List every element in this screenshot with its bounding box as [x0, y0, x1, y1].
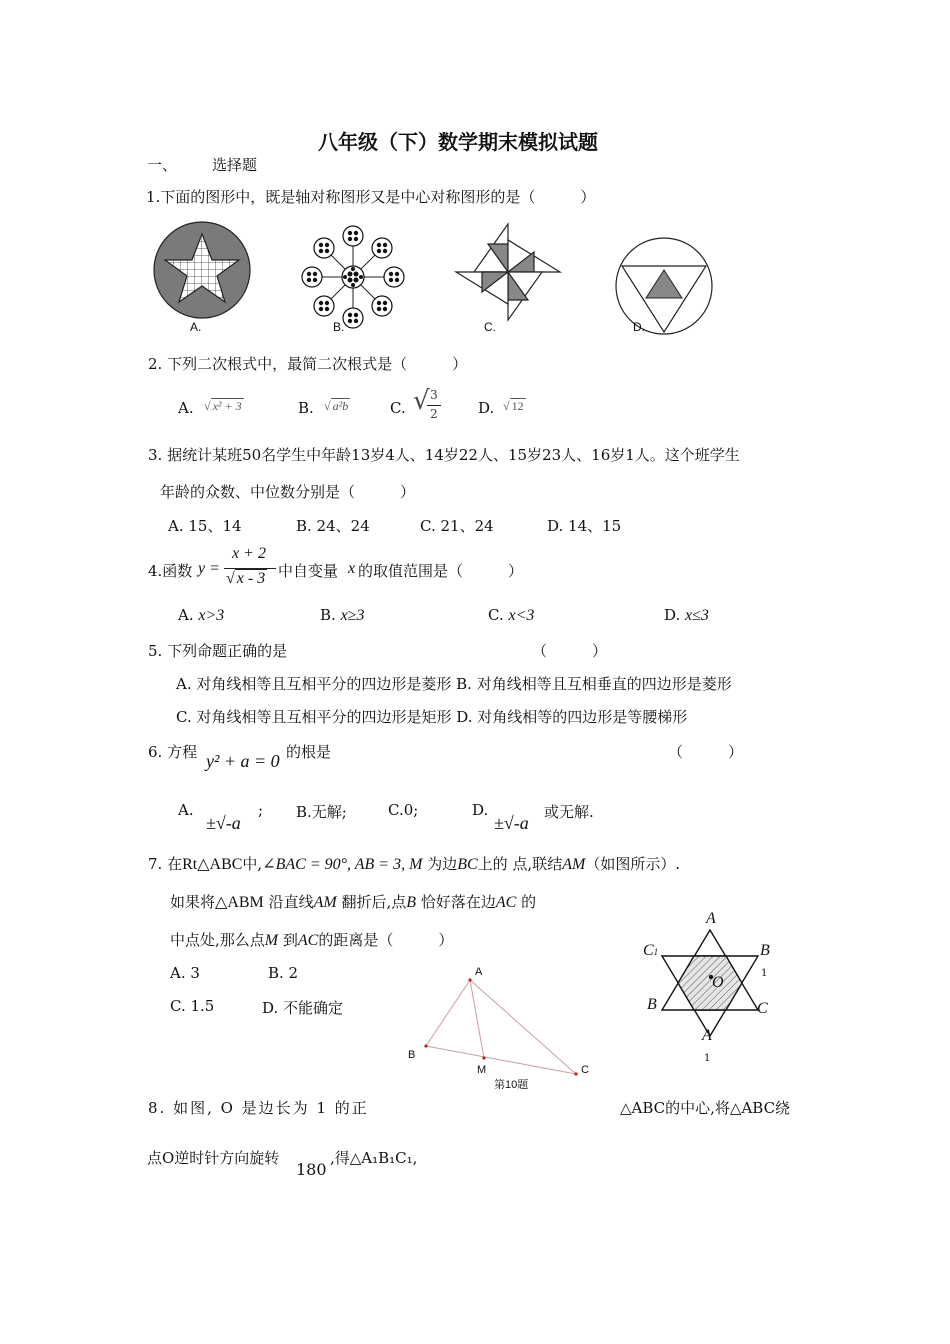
- q7-line2-d: AM: [313, 894, 337, 911]
- q2-option-c-num: 3: [430, 388, 438, 402]
- q2-option-d-label: D.: [478, 399, 495, 417]
- q8-line1-a: 8. 如图, O 是边长为 1 的正: [148, 1099, 369, 1117]
- q6-paren: （ ）: [668, 743, 744, 761]
- q4-numerator: x + 2: [232, 545, 266, 562]
- q7-line1-f: BC: [457, 856, 478, 873]
- q1-text: 1.下面的图形中，既是轴对称图形又是中心对称图形的是（ ）: [146, 188, 596, 206]
- q7-fig-label-b: B: [408, 1049, 416, 1061]
- star-label-o: O: [712, 974, 724, 991]
- page-title: 八年级（下）数学期末模拟试题: [318, 130, 598, 154]
- q6-option-a-tail: ;: [258, 801, 264, 819]
- q7-fig-caption: 第10题: [494, 1079, 529, 1091]
- q5-text: 5. 下列命题正确的是: [148, 642, 288, 660]
- q4-denominator: √ x - 3: [226, 570, 266, 587]
- q1-label-c: C.: [484, 320, 496, 334]
- q6-suffix: 的根是: [286, 743, 332, 761]
- q5-line-a: A. 对角线相等且互相平分的四边形是菱形 B. 对角线相等且互相垂直的四边形是菱形: [176, 675, 732, 693]
- q7-line2: [170, 891, 536, 912]
- q7-triangle-figure: [404, 966, 604, 1086]
- q7-line1-e: 为边: [427, 855, 458, 873]
- q1-figure-d: [614, 236, 714, 336]
- q6-equation: y² + a = 0: [206, 751, 280, 771]
- q1-label-b: B.: [333, 320, 345, 334]
- q4-option-c-label: C.: [488, 606, 504, 624]
- q7-line3-a: 中点处,那么点: [170, 931, 265, 949]
- q4-prefix: 4.函数: [148, 562, 193, 580]
- q7-option-a: A. 3: [170, 964, 200, 982]
- q7-line1-b: Rt△ABC: [182, 856, 243, 873]
- q1-label-d: D.: [633, 320, 645, 334]
- q6-option-a-expr: ±√-a: [206, 813, 241, 833]
- star-label-b1-sub: 1: [761, 968, 768, 979]
- q7-line1-h: AM: [562, 856, 586, 873]
- q8-line1-b: △ABC的中心,将△ABC绕: [620, 1099, 791, 1117]
- q6-option-d-expr: ±√-a: [494, 813, 529, 833]
- star-label-b1: B: [760, 942, 770, 959]
- q4-option-b-expr: x≥3: [340, 607, 365, 624]
- q7-line2-b: △ABM: [215, 894, 264, 911]
- q8-line2-num: 180: [296, 1160, 327, 1179]
- q7-line1-d: ∠BAC = 90°, AB = 3, M: [262, 856, 423, 873]
- q7-line2-a: 如果将: [170, 893, 216, 911]
- q6-prefix: 6. 方程: [148, 743, 198, 761]
- q2-option-c-bar: [427, 405, 441, 406]
- q7-line3-b: M: [264, 932, 279, 949]
- q4-option-b: [320, 606, 364, 625]
- q7-line1-i: （如图所示）.: [585, 855, 681, 873]
- q7-line2-g: 恰好落在边: [420, 893, 496, 911]
- q2-option-a-label: A.: [178, 399, 194, 417]
- q4-option-a-expr: x>3: [198, 607, 225, 624]
- q2-option-a-expr: √ x² + 3: [204, 399, 242, 413]
- star-label-a: A: [706, 910, 716, 927]
- q4-option-a-label: A.: [178, 606, 194, 624]
- q7-line2-f: B: [406, 894, 417, 911]
- q2-option-c-den: 2: [430, 407, 438, 421]
- q7-line1-g: 上的 点,联结: [477, 855, 563, 873]
- q5-paren: （ ）: [532, 642, 608, 660]
- q7-line1-a: 7. 在: [148, 855, 183, 873]
- q2-option-a-radicand: x² + 3: [212, 399, 242, 413]
- q7-option-b: B. 2: [268, 964, 299, 982]
- q4-option-c-expr: x<3: [508, 607, 535, 624]
- star-label-a1: A: [702, 1027, 712, 1044]
- q7-option-c: C. 1.5: [170, 997, 215, 1015]
- q1-label-a: A.: [190, 320, 202, 334]
- q4-var: x: [348, 560, 356, 577]
- q7-line3-c: 到: [282, 931, 298, 949]
- q2-option-b-expr: √ a²b: [324, 399, 349, 413]
- q2-option-b-label: B.: [298, 399, 314, 417]
- q7-line2-c: 沿直线: [268, 893, 314, 911]
- q4-suffix2: 的取值范围是（ ）: [358, 562, 524, 580]
- q4-option-b-label: B.: [320, 606, 336, 624]
- q8-line2-a: 点O逆时针方向旋转: [147, 1149, 280, 1167]
- q6-option-d-tail: 或无解.: [544, 803, 594, 821]
- star-label-c: C: [757, 1000, 768, 1017]
- q2-option-d-expr: √ 12: [503, 399, 524, 413]
- q6-option-b: B.无解;: [296, 803, 347, 821]
- q2-option-c-sqrt: √: [413, 386, 430, 416]
- q2-option-b-radicand: a²b: [332, 399, 349, 413]
- q3-option-c: C. 21、24: [420, 517, 494, 535]
- q1-figure-b: [298, 222, 408, 332]
- star-label-c1: [643, 942, 658, 960]
- q2-option-c-label: C.: [390, 399, 406, 417]
- q7-line2-e: 翻折后,点: [341, 893, 407, 911]
- q3-line1: 3. 据统计某班50名学生中年龄13岁4人、14岁22人、15岁23人、16岁1人。这个班学生: [148, 446, 740, 464]
- q4-option-d-expr: x≤3: [685, 607, 709, 624]
- q4-option-d-label: D.: [664, 606, 681, 624]
- q7-line1-c: 中,: [242, 855, 263, 873]
- q5-line-c: C. 对角线相等且互相平分的四边形是矩形 D. 对角线相等的四边形是等腰梯形: [176, 708, 688, 726]
- q7-line3-e: 的距离是（ ）: [318, 931, 454, 949]
- q7-option-d: D. 不能确定: [262, 999, 344, 1017]
- q2-text: 2. 下列二次根式中，最简二次根式是（ ）: [148, 355, 468, 373]
- q4-y: y =: [198, 560, 220, 577]
- q3-option-b: B. 24、24: [296, 517, 370, 535]
- q4-radicand: x - 3: [236, 570, 266, 587]
- q3-option-d: D. 14、15: [547, 517, 622, 535]
- q4-option-c: [488, 606, 534, 625]
- q4-option-a: [178, 606, 224, 625]
- q2-option-d-radicand: 12: [511, 399, 524, 413]
- q7-line2-h: AC: [495, 894, 517, 911]
- q7-fig-label-a: A: [475, 966, 483, 978]
- q6-option-c: C.0;: [388, 801, 419, 819]
- q7-line3: [170, 929, 453, 950]
- q7-line1: [148, 853, 680, 874]
- q1-figure-a: [152, 220, 252, 320]
- star-label-c1-sub: 1: [653, 947, 659, 957]
- q3-line2: 年龄的众数、中位数分别是（ ）: [160, 483, 416, 501]
- q6-option-a-label: A.: [178, 801, 194, 819]
- star-label-a1-sub: 1: [704, 1053, 711, 1064]
- q3-option-a: A. 15、14: [168, 517, 242, 535]
- star-label-b: B: [647, 996, 657, 1013]
- q4-option-d: [664, 606, 709, 625]
- q1-figure-c: [448, 222, 568, 322]
- section-number: 一、: [147, 156, 178, 174]
- q7-fig-label-m: M: [477, 1064, 487, 1076]
- section-name: 选择题: [212, 156, 258, 174]
- q4-suffix: 中自变量: [278, 562, 339, 580]
- q7-fig-label-c: C: [581, 1064, 589, 1076]
- q8-line2-b: ,得△A₁B₁C₁,: [330, 1149, 418, 1167]
- q7-line2-i: 的: [521, 893, 537, 911]
- q6-option-d-label: D.: [472, 801, 489, 819]
- star-label-c1-letter: C: [643, 942, 654, 959]
- q7-line3-d: AC: [297, 932, 319, 949]
